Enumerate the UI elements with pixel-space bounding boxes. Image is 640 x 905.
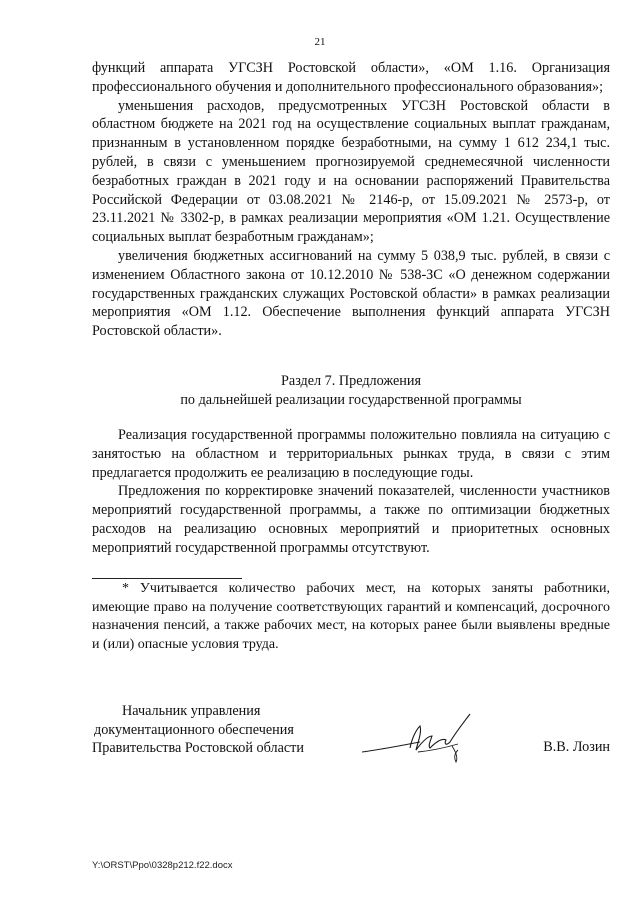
paragraph-allocation-increase: увеличения бюджетных ассигнований на сумму 5 038,9 тыс. рублей, в связи с изменением Областного закона от 10.12.2010 № 538-ЗС «О денежном содержании государственных гражданских служащих Ростовской области» в рамках реализации мероприятия «ОМ 1.12. Обеспечение выполнения функций аппарата УГСЗН Ростовской области». — [92, 247, 610, 340]
paragraph-proposals: Предложения по корректировке значений показателей, численности участников мероприятий государственной программы, а также по оптимизации бюджетных расходов на реализацию основных мероприятий и приоритетных основных мероприятий государственной программы отсутствуют. — [92, 483, 610, 556]
signer-title-line-2: документационного обеспечения — [94, 721, 294, 738]
document-file-path: Y:\ORST\Ppo\0328p212.f22.docx — [92, 860, 233, 871]
paragraph-implementation: Реализация государственной программы положительно повлияла на ситуацию с занятостью на областном и территориальных рынках труда, в связи с этим предлагается продолжить ее реализацию в последующие годы. — [92, 427, 610, 481]
section-subtitle: по дальнейшей реализации государственной программы — [180, 392, 522, 408]
page-number: 21 — [314, 36, 326, 48]
section-body — [92, 426, 610, 558]
body-text — [92, 59, 610, 341]
signer-title-line-3: Правительства Ростовской области — [92, 740, 304, 757]
handwritten-signature — [358, 706, 488, 766]
paragraph-continuation: функций аппарата УГСЗН Ростовской области», «ОМ 1.16. Организация профессионального обучения и дополнительного профессионального образования»; — [92, 60, 610, 95]
signer-title-line-1: Начальник управления — [122, 703, 261, 719]
signer-name: В.В. Лозин — [543, 739, 610, 755]
signer-title — [92, 702, 332, 758]
footnote-divider — [92, 578, 242, 579]
paragraph-expense-reduction: уменьшения расходов, предусмотренных УГСЗН Ростовской области в областном бюджете на 2021 год на осуществление социальных выплат гражданам, признанным в установленном порядке безработными, на сумму 1 612 234,1 тыс. рублей, в связи с уменьшением прогнозируемой среднемесячной численности безработных граждан в 2021 году и на основании распоряжений Правительства Российской Федерации от 03.08.2021 № 2146-р, от 15.09.2021 № 2573-р, от 23.11.2021 № 3302-р, в рамках реализации мероприятия «ОМ 1.21. Осуществление социальных выплат безработным гражданам»; — [92, 97, 610, 246]
section-title: Раздел 7. Предложения — [281, 373, 421, 389]
section-heading — [92, 372, 610, 410]
footnote: * Учитывается количество рабочих мест, на которых заняты работники, имеющие право на получение соответствующих гарантий и компенсаций, досрочного назначения пенсий, а также рабочих мест, на которых ранее были выявлены вредные и (или) опасные условия труда. — [92, 581, 610, 653]
